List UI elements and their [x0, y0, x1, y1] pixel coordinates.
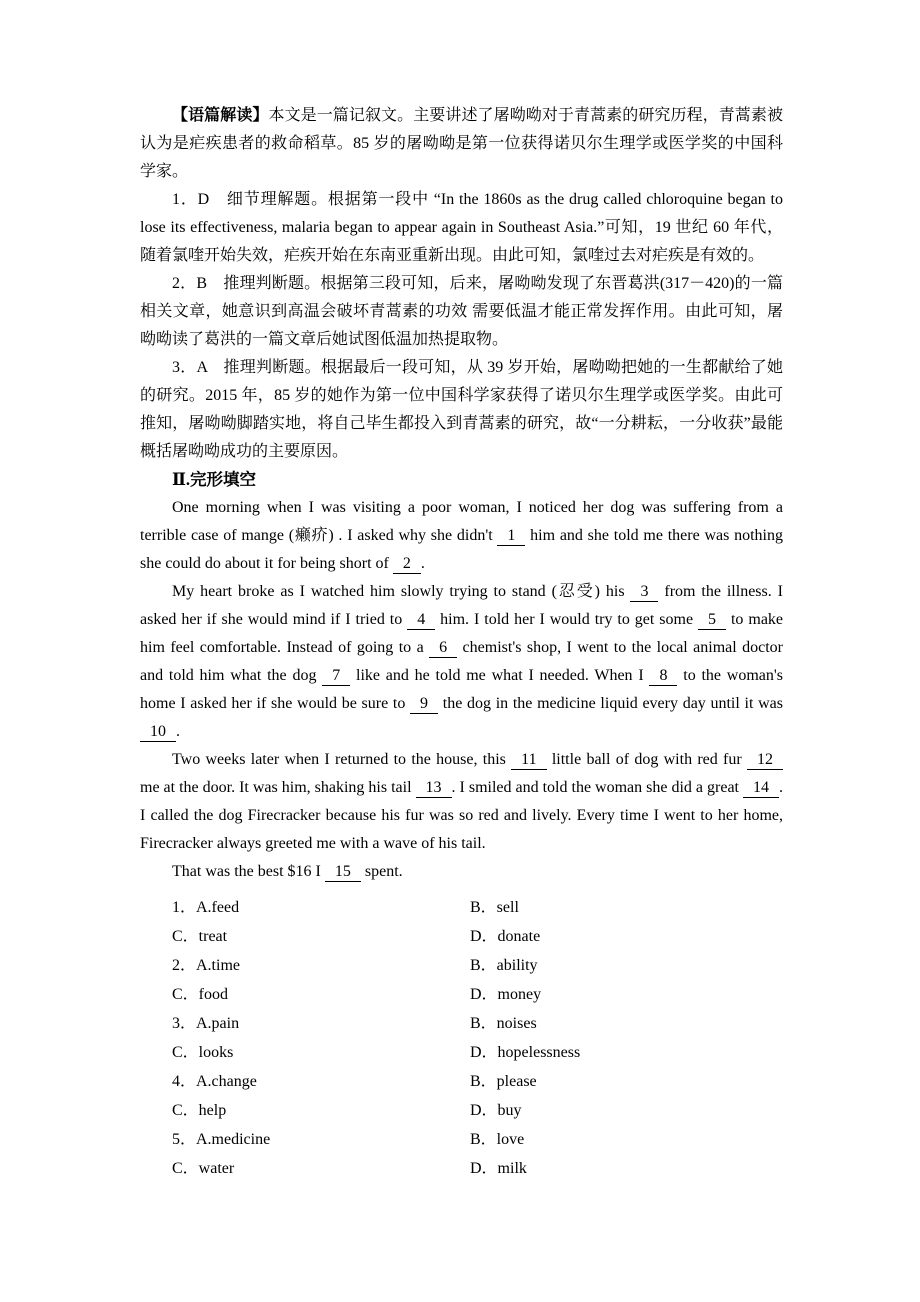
- option-right-cell: D．hopelessness: [470, 1044, 581, 1061]
- option-right-cell: B．sell: [470, 899, 519, 916]
- option-row-9: [140, 1125, 783, 1154]
- option-left-cell: C．water: [172, 1160, 235, 1177]
- cloze-blank-10: 10: [140, 723, 176, 742]
- option-row-4: [140, 980, 783, 1009]
- option-row-5: [140, 1009, 783, 1038]
- analysis-intro-text: 本文是一篇记叙文。主要讲述了屠呦呦对于青蒿素的研究历程，青蒿素被认为是疟疾患者的救命稻草。85 岁的屠呦呦是第一位获得诺贝尔生理学或医学奖的中国科学家。: [140, 107, 783, 180]
- option-left-cell: 5．A.medicine: [172, 1131, 271, 1148]
- option-row-7: [140, 1067, 783, 1096]
- option-left-cell: C．food: [172, 986, 229, 1003]
- analysis-intro-label: 【语篇解读】: [172, 107, 269, 124]
- cloze-blank-6: 6: [429, 639, 457, 658]
- cloze-blank-3: 3: [630, 583, 658, 602]
- analysis-item-3: 3．A 推理判断题。根据最后一段可知，从 39 岁开始，屠呦呦把她的一生都献给了她的研究。2015 年，85 岁的她作为第一位中国科学家获得了诺贝尔生理学或医学奖。由此可推知，屠呦呦脚踏实地，将自己毕生都投入到青蒿素的研究，故“一分耕耘，一分收获”最能概括屠呦呦成功的主要原因。: [140, 359, 783, 460]
- analysis-intro-paragraph: [140, 102, 783, 186]
- cloze-paragraph-3: Two weeks later when I returned to the house, this 11 little ball of dog with red fur 12 me at the door. It was him, shaking his tail 13 . I smiled and told the woman she did a great 14 . I called the dog Firecracker because his fur was so red and lively. Every time I went to her home, Firecracker always greeted me with a wave of his tail.: [140, 751, 783, 852]
- option-row-3: [140, 951, 783, 980]
- option-left-cell: C．looks: [172, 1044, 234, 1061]
- cloze-blank-13: 13: [416, 779, 452, 798]
- option-left-cell: 1．A.feed: [172, 899, 240, 916]
- cloze-section-heading: Ⅱ.完形填空: [172, 470, 257, 489]
- option-right-cell: B．love: [470, 1131, 525, 1148]
- option-left-cell: 2．A.time: [172, 957, 240, 974]
- cloze-paragraph-2: My heart broke as I watched him slowly trying to stand (忍受) his 3 from the illness. I asked her if she would mind if I tried to 4 him. I told her I would try to get some 5 to make him feel comfortable. Instead of going to a 6 chemist's shop, I went to the local animal doctor and told him what the dog 7 like and he told me what I needed. When I 8 to the woman's home I asked her if she would be sure to 9 the dog in the medicine liquid every day until it was 10 .: [140, 583, 784, 740]
- cloze-section: [140, 466, 783, 1183]
- option-left-cell: 4．A.change: [172, 1073, 257, 1090]
- cloze-blank-14: 14: [743, 779, 779, 798]
- cloze-blank-2: 2: [393, 555, 421, 574]
- cloze-blank-11: 11: [511, 751, 546, 770]
- option-right-cell: D．buy: [470, 1102, 522, 1119]
- analysis-item-1: 1．D 细节理解题。根据第一段中 “In the 1860s as the drug called chloroquine began to lose its effectiveness, malaria began to appear again in Southeast Asia.”可知，19 世纪 60 年代，随着氯喹开始失效，疟疾开始在东南亚重新出现。由此可知，氯喹过去对疟疾是有效的。: [140, 191, 783, 264]
- option-left-cell: 3．A.pain: [172, 1015, 240, 1032]
- cloze-paragraph-1: One morning when I was visiting a poor woman, I noticed her dog was suffering from a terrible case of mange (癞疥) . I asked why she didn't 1 him and she told me there was nothing she could do about it for being short of 2 .: [140, 499, 783, 572]
- option-left-cell: C．help: [172, 1102, 227, 1119]
- option-right-cell: B．noises: [470, 1015, 537, 1032]
- cloze-blank-15: 15: [325, 863, 361, 882]
- cloze-blank-7: 7: [322, 667, 350, 686]
- option-row-10: [140, 1154, 783, 1183]
- cloze-blank-5: 5: [698, 611, 726, 630]
- option-right-cell: B．please: [470, 1073, 537, 1090]
- cloze-blank-1: 1: [497, 527, 525, 546]
- reading-analysis-section: [140, 102, 783, 466]
- option-row-6: [140, 1038, 783, 1067]
- cloze-blank-12: 12: [747, 751, 783, 770]
- option-right-cell: D．money: [470, 986, 542, 1003]
- option-left-cell: C．treat: [172, 928, 228, 945]
- option-row-8: [140, 1096, 783, 1125]
- cloze-blank-8: 8: [649, 667, 677, 686]
- analysis-item-2: 2．B 推理判断题。根据第三段可知，后来，屠呦呦发现了东晋葛洪(317－420)的一篇相关文章，她意识到高温会破坏青蒿素的功效 需要低温才能正常发挥作用。由此可知，屠呦呦读了葛洪的一篇文章后她试图低温加热提取物。: [140, 275, 783, 348]
- option-row-1: [140, 893, 783, 922]
- option-right-cell: D．donate: [470, 928, 541, 945]
- option-row-2: [140, 922, 783, 951]
- cloze-paragraph-4: That was the best $16 I 15 spent.: [172, 863, 403, 880]
- cloze-blank-4: 4: [407, 611, 435, 630]
- option-right-cell: B．ability: [470, 957, 538, 974]
- option-right-cell: D．milk: [470, 1160, 527, 1177]
- cloze-options: [140, 893, 783, 1183]
- cloze-blank-9: 9: [410, 695, 438, 714]
